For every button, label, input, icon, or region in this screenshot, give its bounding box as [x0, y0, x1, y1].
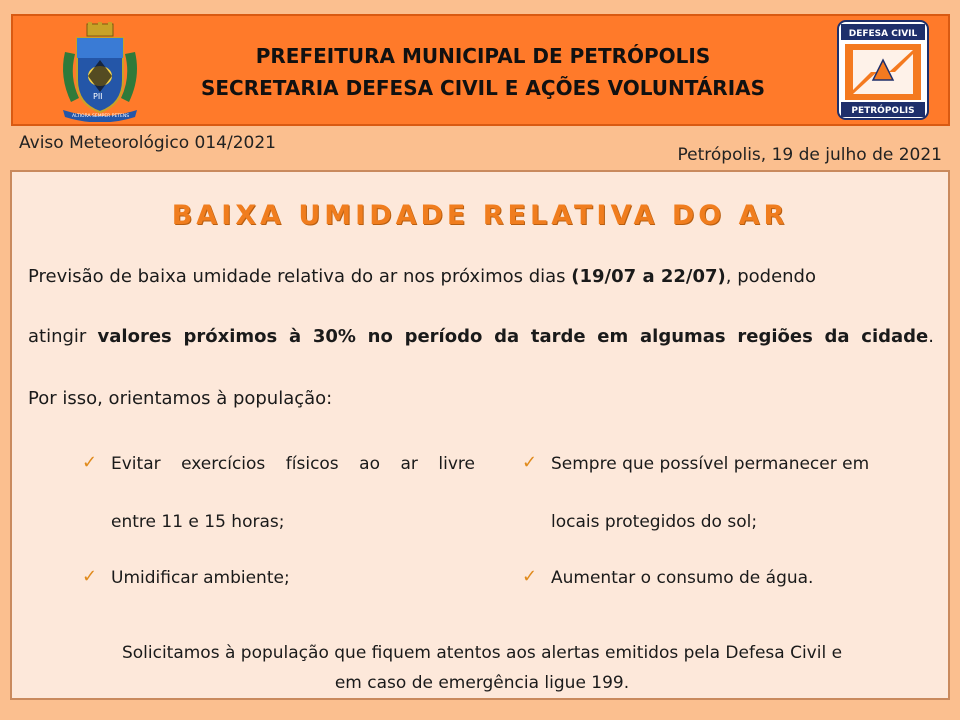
coat-of-arms-icon	[57, 22, 143, 122]
paragraph-values: atingir valores próximos à 30% no período da tarde em algumas regiões da cidade.	[28, 326, 935, 347]
date-line: Petrópolis, 19 de julho de 2021	[677, 145, 942, 165]
check-icon: ✓	[522, 566, 538, 587]
svg-text:PII: PII	[93, 92, 103, 101]
defesa-civil-logo-icon	[837, 20, 929, 120]
check-icon: ✓	[82, 452, 98, 473]
bullet-avoid-exercise-line2: entre 11 e 15 horas;	[111, 512, 285, 532]
paragraph-guidance-intro: Por isso, orientamos à população:	[28, 388, 333, 409]
bullet-stay-shaded-line2: locais protegidos do sol;	[551, 512, 758, 532]
header-banner	[11, 14, 950, 126]
bullet-avoid-exercise-line1: Evitar exercícios físicos ao ar livre	[111, 454, 475, 474]
bullet-stay-shaded-line1: Sempre que possível permanecer em	[551, 454, 870, 474]
bullet-humidify: Umidificar ambiente;	[111, 568, 290, 588]
content-panel	[10, 170, 950, 700]
check-icon: ✓	[82, 566, 98, 587]
header-title-line2: SECRETARIA DEFESA CIVIL E AÇÕES VOLUNTÁRIAS	[200, 76, 766, 100]
svg-text:DEFESA CIVIL: DEFESA CIVIL	[848, 29, 918, 39]
svg-text:ALTIORA SEMPER PETENS: ALTIORA SEMPER PETENS	[72, 114, 130, 119]
main-title: BAIXA UMIDADE RELATIVA DO AR	[171, 200, 789, 231]
notice-number: Aviso Meteorológico 014/2021	[19, 133, 276, 153]
footer-line1: Solicitamos à população que fiquem atentos aos alertas emitidos pela Defesa Civil e	[121, 643, 843, 663]
paragraph-forecast: Previsão de baixa umidade relativa do ar nos próximos dias (19/07 a 22/07), podendo	[28, 266, 816, 287]
check-icon: ✓	[522, 452, 538, 473]
bullet-drink-water: Aumentar o consumo de água.	[551, 568, 814, 588]
header-title-line1: PREFEITURA MUNICIPAL DE PETRÓPOLIS	[255, 44, 711, 68]
header-title	[163, 40, 803, 104]
svg-text:PETRÓPOLIS: PETRÓPOLIS	[851, 106, 915, 116]
footer-line2: em caso de emergência ligue 199.	[334, 673, 630, 693]
footer-note	[32, 638, 932, 698]
